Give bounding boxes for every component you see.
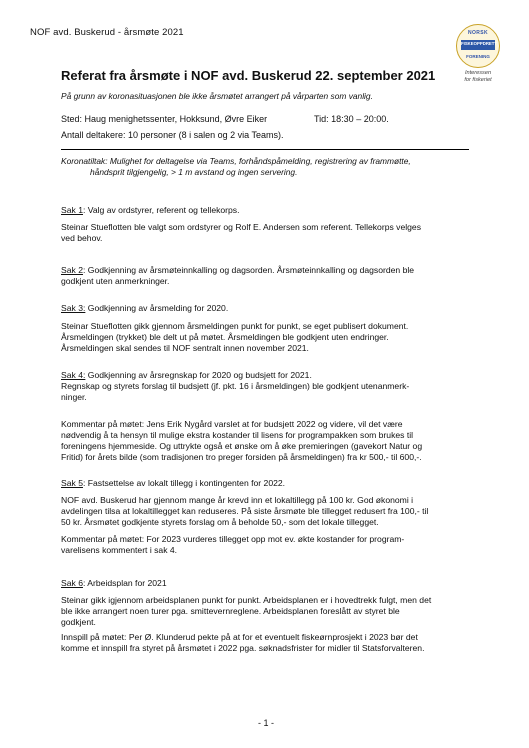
logo-tagline-line2: for fiskeriet [464,76,492,83]
section-1-label: Sak 1 [61,205,83,215]
logo-seal-band-text: FISKEOPPDRETT [461,41,498,46]
section-6-line: ble ikke arrangert noen turer pga. smittevernreglene. Arbeidsplanen foreslått av styret ble [61,606,400,616]
section-5-line: avdelingen tilsa at lokaltillegget kan reduseres. På siste årsmøte ble tillegget redusert fra 100,- til [61,506,429,516]
section-6-line: Steinar gikk igjennom arbeidsplanen punkt for punkt. Arbeidsplanen er i hovedtrekk fulgt, men det [61,595,432,605]
section-6-input-line: komme et innspill fra styret på årsmøtet i 2022 pga. søknadsfrister for midler til Statsforvalteren. [61,643,425,653]
section-5-line: NOF avd. Buskerud har gjennom mange år krevd inn et lokaltillegg på 100 kr. God økonomi i [61,495,414,505]
organization-logo [452,24,504,90]
logo-seal-band [461,40,498,50]
document-title: Referat fra årsmøte i NOF avd. Buskerud 22. september 2021 [61,68,436,83]
section-6-body [61,595,470,628]
section-2-heading [61,265,470,287]
logo-tagline-line1: Interessen [464,70,492,76]
section-4-comment-line: foreningens hjemmeside. Og uttrykte også et ønske om å øke premieringen (gavekort Natur og [61,441,423,451]
section-6-label: Sak 6 [61,578,83,588]
section-3-body [61,321,470,354]
section-4-line: ninger. [61,392,87,402]
attendance: Antall deltakere: 10 personer (8 i salen og 2 via Teams). [61,130,284,140]
section-4-comment-line: Kommentar på møtet: Jens Erik Nygård varslet at for budsjett 2022 og videre, vil det være [61,419,403,429]
section-2-line: godkjent uten anmerkninger. [61,276,170,286]
running-header: NOF avd. Buskerud - årsmøte 2021 [30,27,184,38]
section-2-title: : Godkjenning av årsmøteinnkalling og dagsorden. Årsmøteinnkalling og dagsorden ble [82,265,415,275]
section-2-label: Sak 2 [61,265,83,275]
section-5-line: 50 kr. Årsmøtet godkjente styrets forslag om å beholde 50,- som det lokale tillegget. [61,517,379,527]
section-1-heading [61,205,470,216]
section-4-heading [61,370,470,381]
section-4-label: Sak 4: [61,370,86,380]
logo-tagline [452,70,504,83]
section-5-comment-line: Kommentar på møtet: For 2023 vurderes tillegget opp mot ev. økte kostander for program- [61,534,405,544]
section-6-input [61,632,470,654]
section-6-heading [61,578,470,589]
section-3-line: Årsmeldingen (trykket) ble delt ut på møtet. Årsmeldingen ble godkjent uten endringer. [61,332,389,342]
section-3-line: Årsmeldingen skal sendes til NOF sentralt innen november 2021. [61,343,309,353]
section-1-title: : Valg av ordstyrer, referent og tellekorps. [82,205,240,215]
corona-measures-line1: Koronatiltak: Mulighet for deltagelse via Teams, forhåndspåmelding, registrering av frammøtte, [61,156,411,166]
section-1-body [61,222,470,244]
section-4-line: Regnskap og styrets forslag til budsjett (jf. pkt. 16 i årsmeldingen) ble godkjent utenanmerk- [61,381,410,391]
section-6-line: godkjent. [61,617,96,627]
divider [61,149,469,150]
logo-seal-top-text: NORSK [467,30,489,36]
section-3-line: Steinar Stueflotten gikk gjennom årsmeldingen punkt for punkt, se eget publisert dokument. [61,321,409,331]
meeting-place: Sted: Haug menighetssenter, Hokksund, Øvre Eiker [61,114,268,124]
corona-measures-line2: håndsprit tilgjengelig, > 1 m avstand og ingen servering. [90,167,298,177]
page-number: - 1 - [258,718,275,728]
section-5-body [61,495,470,528]
section-1-line: ved behov. [61,233,103,243]
section-5-title: : Fastsettelse av lokalt tillegg i kontingenten for 2022. [82,478,286,488]
corona-measures [61,156,469,178]
logo-seal [456,24,500,68]
section-3-label: Sak 3: [61,303,86,313]
section-5-comment-line: varelisens kommentert i sak 4. [61,545,178,555]
section-5-heading [61,478,470,489]
section-4-comment-line: nødvendig å ta hensyn til mulige ekstra kostander til lisens for programpakken som brukes til [61,430,414,440]
section-3-heading [61,303,470,314]
section-4-body [61,381,470,403]
intro-note: På grunn av koronasituasjonen ble ikke årsmøtet arrangert på vårparten som vanlig. [61,91,373,101]
section-3-title: Godkjenning av årsmelding for 2020. [85,303,229,313]
section-6-input-line: Innspill på møtet: Per Ø. Klunderud pekte på at for et eventuelt fiskeørnprosjekt i 2023 bør det [61,632,418,642]
section-5-label: Sak 5 [61,478,83,488]
section-4-comment [61,419,470,463]
section-4-title: Godkjenning av årsregnskap for 2020 og budsjett for 2021. [85,370,312,380]
meeting-time: Tid: 18:30 – 20:00. [314,114,389,124]
section-6-title: : Arbeidsplan for 2021 [82,578,167,588]
section-5-comment [61,534,470,556]
logo-seal-bottom-text: FORENING [466,54,490,59]
section-4-comment-line: Fritid) for årets bilde (som tradisjonen tro preger forsiden på årsmeldingen) fra kr 500,- til 600,-. [61,452,422,462]
section-1-line: Steinar Stueflotten ble valgt som ordstyrer og Rolf E. Andersen som referent. Tellekorps velges [61,222,422,232]
